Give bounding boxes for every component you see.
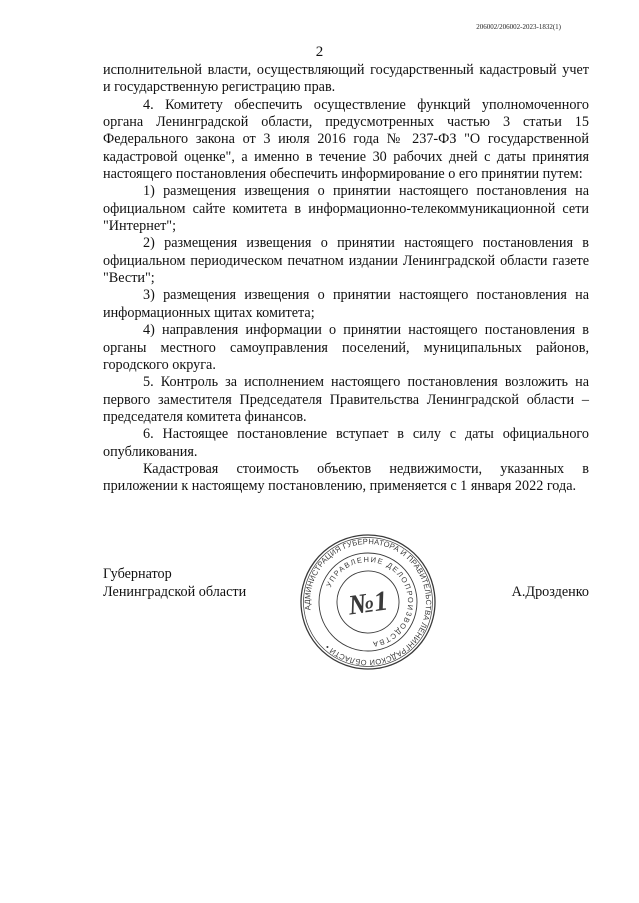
seal-icon xyxy=(289,523,447,681)
stamp-number: №1 xyxy=(346,585,390,622)
official-seal-stamp xyxy=(298,532,438,672)
paragraph: 3) размещения извещения о принятии настоящего постановления на информационных щитах комитета; xyxy=(103,287,589,321)
paragraph: исполнительной власти, осуществляющий государственный кадастровый учет и государственную регистрацию прав. xyxy=(103,62,589,96)
paragraph: Кадастровая стоимость объектов недвижимости, указанных в приложении к настоящему постановлению, применяется с 1 января 2022 года. xyxy=(103,460,589,495)
signatory-title-line2: Ленинградской области xyxy=(103,583,247,600)
document-body xyxy=(103,62,589,496)
signatory-title-line1: Губернатор xyxy=(103,566,172,582)
stamp-inner-text: УПРАВЛЕНИЕ ДЕЛОПРОИЗВОДСТВА xyxy=(324,554,416,649)
page-number: 2 xyxy=(315,44,324,60)
paragraph: 6. Настоящее постановление вступает в силу с даты официального опубликования. xyxy=(103,426,589,460)
stamp-outer-text: АДМИНИСТРАЦИЯ ГУБЕРНАТОРА И ПРАВИТЕЛЬСТВА ЛЕНИНГРАДСКОЙ ОБЛАСТИ • xyxy=(302,536,434,668)
paragraph: 5. Контроль за исполнением настоящего постановления возложить на первого заместителя Председателя Правительства Ленинградской области – председателя комитета финансов. xyxy=(103,374,589,425)
signatory-name: А.Дрозденко xyxy=(511,583,589,600)
paragraph: 2) размещения извещения о принятии настоящего постановления в официальном периодическом печатном издании Ленинградской области газете "Вести"; xyxy=(103,235,589,287)
paragraph: 4) направления информации о принятии настоящего постановления в органы местного самоуправления поселений, муниципальных районов, городского округа. xyxy=(103,322,589,373)
document-code: 206002/206002-2023-1832(1) xyxy=(476,23,561,31)
paragraph: 1) размещения извещения о принятии настоящего постановления на официальном сайте комитета в информационно-телекоммуникационной сети "Интернет"; xyxy=(103,183,589,235)
paragraph: 4. Комитету обеспечить осуществление функций уполномоченного органа Ленинградской области, предусмотренных частью 3 статьи 15 Федерального закона от 3 июля 2016 года № 237-ФЗ "О государственной кадастровой оценке", а именно в течение 30 рабочих дней с даты принятия настоящего постановления обеспечить информирование о его принятии путем: xyxy=(103,96,589,183)
